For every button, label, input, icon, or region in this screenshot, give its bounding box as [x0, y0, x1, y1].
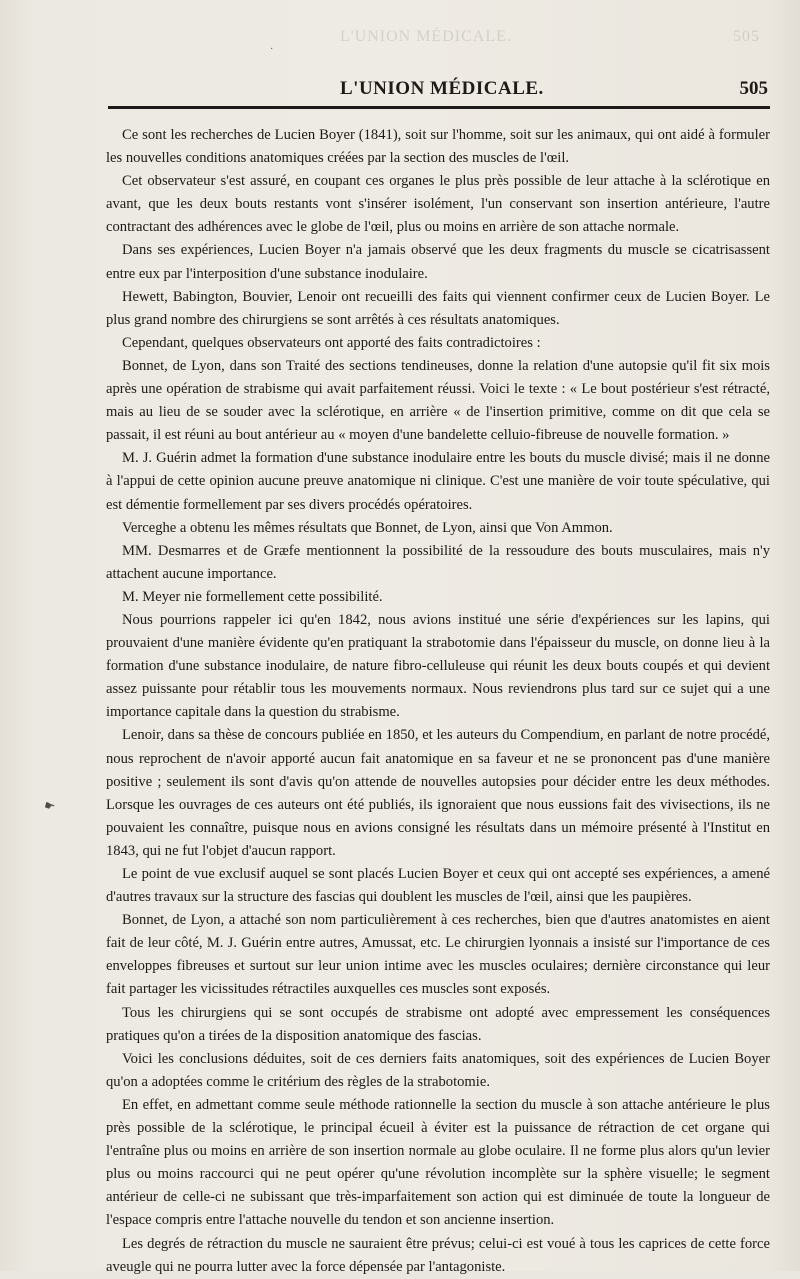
paragraph: Bonnet, de Lyon, a attaché son nom particulièrement à ces recherches, bien que d'autres anatomistes en aient fait de leur côté, M. J. Guérin entre autres, Amussat, etc. Le chirurgien lyonnais a insisté sur l'importance de ces enveloppes fibreuses et surtout sur leur union intime avec les muscles oculaires; dernière circonstance qui leur fait partager les vicissitudes rétractiles auxquelles ces muscles sont exposés.: [106, 912, 770, 998]
ink-dot: ·: [270, 44, 274, 55]
paragraph: MM. Desmarres et de Græfe mentionnent la possibilité de la ressoudure des bouts musculaires, mais n'y attachent aucune importance.: [106, 542, 770, 582]
running-head: [108, 78, 770, 104]
paragraph: Le point de vue exclusif auquel se sont placés Lucien Boyer et ceux qui ont accepté ses expériences, a amené d'autres travaux sur la structure des fascias qui doublent les muscles de l'œil, ainsi que les paupières.: [106, 866, 770, 906]
header-rule: [108, 106, 770, 109]
paragraph: M. Meyer nie formellement cette possibilité.: [122, 588, 383, 605]
paragraph: Hewett, Babington, Bouvier, Lenoir ont recueilli des faits qui viennent confirmer ceux de Lucien Boyer. Le plus grand nombre des chirurgiens se sont arrêtés à ces résultats anatomiques.: [106, 288, 770, 328]
paragraph: Cet observateur s'est assuré, en coupant ces organes le plus près possible de leur attache à la sclérotique en avant, que les deux bouts restants vont s'insérer isolément, l'un conservant son insertion antérieure, l'autre contractant des adhérences avec le globe de l'œil, plus ou moins en arrière de son attache normale.: [106, 173, 770, 236]
paragraph: M. J. Guérin admet la formation d'une substance inodulaire entre les bouts du muscle divisé; mais il ne donne à l'appui de cette opinion aucune preuve anatomique ni clinique. C'est une manière de voir toute spéculative, qui est démentie formellement par ses divers procédés opératoires.: [106, 450, 770, 513]
paragraph: Tous les chirurgiens qui se sont occupés de strabisme ont adopté avec empressement les conséquences pratiques qu'on a tirées de la disposition anatomique des fascias.: [106, 1004, 770, 1044]
paragraph: Cependant, quelques observateurs ont apporté des faits contradictoires :: [122, 334, 541, 351]
paragraph: Les degrés de rétraction du muscle ne sauraient être prévus; celui-ci est voué à tous les caprices de cette force aveugle qui ne pourra lutter avec la force dépensée par l'antagoniste.: [106, 1235, 770, 1275]
bleed-through-header: [340, 28, 760, 46]
paragraph: Ce sont les recherches de Lucien Boyer (1841), soit sur l'homme, soit sur les animaux, qui ont aidé à formuler les nouvelles conditions anatomiques créées par la section des muscles de l'œil.: [106, 127, 770, 167]
paragraph: Verceghe a obtenu les mêmes résultats que Bonnet, de Lyon, ainsi que Von Ammon.: [122, 519, 613, 536]
paragraph: Nous pourrions rappeler ici qu'en 1842, nous avions institué une série d'expériences sur les lapins, qui prouvaient d'une manière évidente qu'en pratiquant la strabotomie dans l'épaisseur du muscle, on donne lieu à la formation d'une substance inodulaire, de nature fibro-celluleuse qui réunit les deux bouts coupés et qui devient assez puissante pour rétablir tous les mouvements normaux. Nous reviendrons plus tard sur ce sujet qui a une importance capitale dans la question du strabisme.: [106, 611, 770, 721]
bleed-through-page-number: 505: [733, 28, 760, 45]
bleed-through-title: L'UNION MÉDICALE.: [340, 28, 512, 45]
article-body: [106, 124, 770, 1279]
journal-title: L'UNION MÉDICALE.: [340, 78, 544, 99]
paragraph: En effet, en admettant comme seule méthode rationnelle la section du muscle à son attache antérieure le plus près possible de la sclérotique, le principal écueil à éviter est la puissance de rétraction de cet organe qui l'entraîne plus ou moins en arrière de son insertion normale au globe oculaire. Il ne forme plus alors qu'un levier plus ou moins raccourci qui ne peut opérer qu'une révolution incomplète sur la sphère visuelle; le segment antérieur de celle-ci ne subissant que très-imparfaitement son action qui est diminuée de toute la longueur de l'espace compris entre l'attache nouvelle du tendon et son ancienne insertion.: [106, 1096, 770, 1229]
page-number: 505: [739, 78, 768, 99]
paragraph: Voici les conclusions déduites, soit de ces derniers faits anatomiques, soit des expériences de Lucien Boyer qu'on a adoptées comme le critérium des règles de la strabotomie.: [106, 1050, 770, 1090]
paragraph: Bonnet, de Lyon, dans son Traité des sections tendineuses, donne la relation d'une autopsie qu'il fit six mois après une opération de strabisme qui avait parfaitement réussi. Voici le texte : « Le bout postérieur s'est rétracté, mais au lieu de se souder avec la sclérotique, en arrière « de l'insertion primitive, comme on dit que cela se passait, il est réuni au bout antérieur au « moyen d'une bandelette celluio-fibreuse de nouvelle formation. »: [106, 357, 770, 444]
paragraph: Lenoir, dans sa thèse de concours publiée en 1850, et les auteurs du Compendium, en parlant de notre procédé, nous reprochent de n'avoir apporté aucun fait anatomique en sa faveur et ne se prononcent pas d'une manière positive ; seulement ils sont d'avis qu'on attende de nouvelles autopsies pour décider entre les deux méthodes. Lorsque les ouvrages de ces auteurs ont été publiés, ils ignoraient que nous eussions fait des vivisections, ils ne pouvaient les connaître, puisque nous en avions consigné les résultats dans un mémoire présenté à l'Institut en 1843, qui ne fut l'objet d'aucun rapport.: [106, 727, 770, 859]
paragraph: Dans ses expériences, Lucien Boyer n'a jamais observé que les deux fragments du muscle se cicatrisassent entre eux par l'interposition d'une substance inodulaire.: [106, 242, 770, 282]
margin-mark-icon: ☛: [42, 797, 58, 815]
